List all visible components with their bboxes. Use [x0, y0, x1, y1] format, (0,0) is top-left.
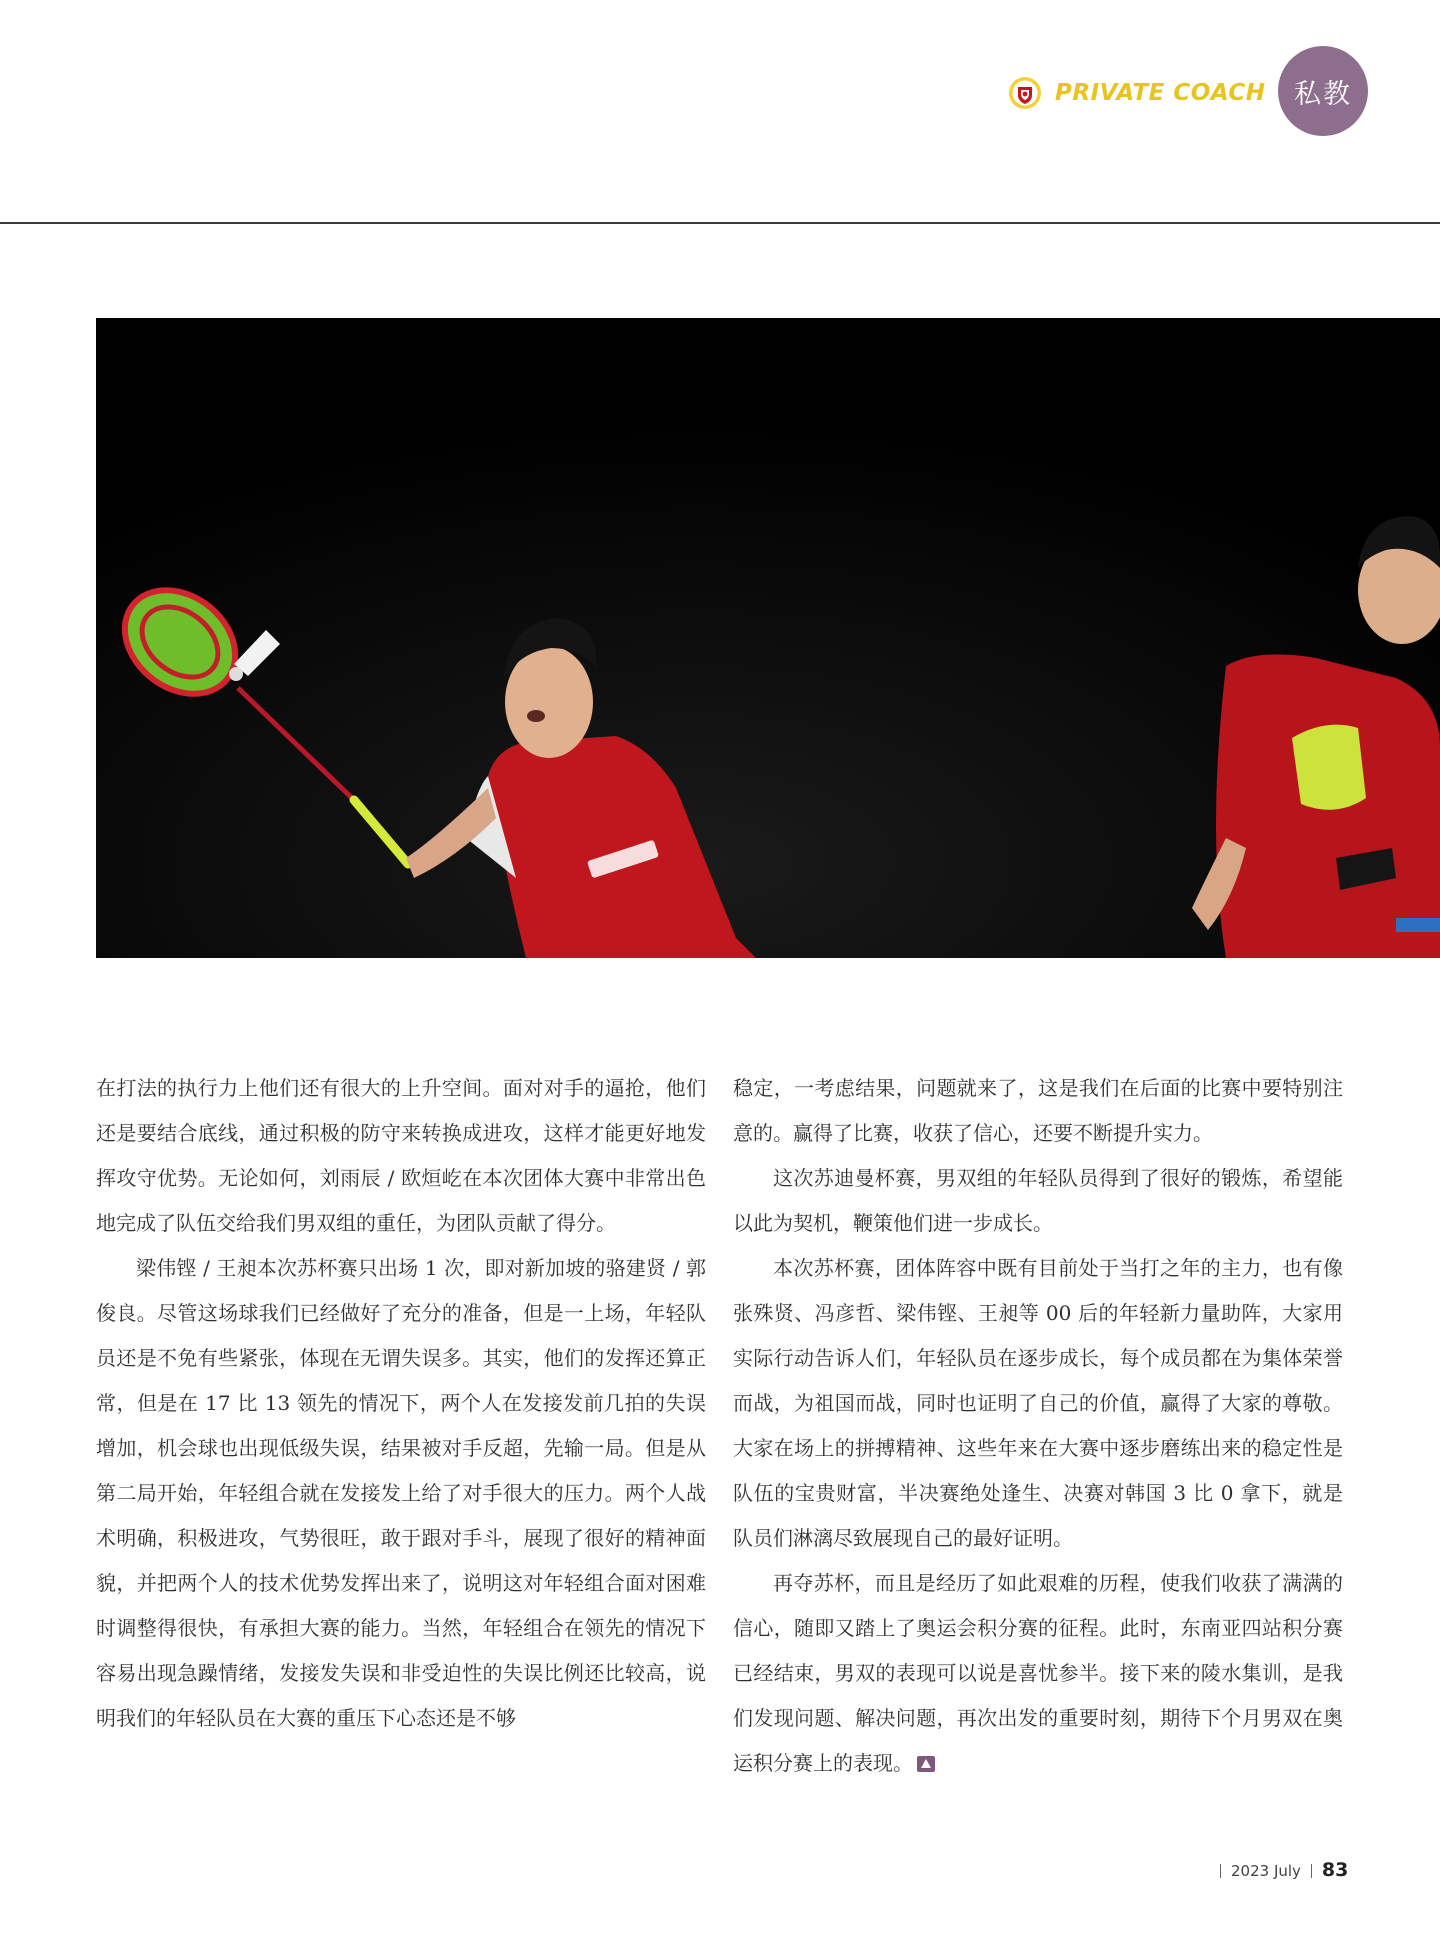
badminton-players-illustration — [96, 318, 1440, 958]
article-paragraph: 梁伟铿 / 王昶本次苏杯赛只出场 1 次，即对新加坡的骆建贤 / 郭俊良。尽管这场球我们已经做好了充分的准备，但是一上场，年轻队员还是不免有些紧张，体现在无谓失误多。其实，他们的发挥还算正常，但是在 17 比 13 领先的情况下，两个人在发接发前几拍的失误增加，机会球也出现低级失误，结果被对手反超，先输一局。但是从第二局开始，年轻组合就在发接发上给了对手很大的压力。两个人战术明确，积极进攻，气势很旺，敢于跟对手斗，展现了很好的精神面貌，并把两个人的技术优势发挥出来了，说明这对年轻组合面对困难时调整得很快，有承担大赛的能力。当然，年轻组合在领先的情况下容易出现急躁情绪，发接发失误和非受迫性的失误比例还比较高，说明我们的年轻队员在大赛的重压下心态还是不够 — [96, 1256, 706, 1730]
footer-divider — [1220, 1864, 1221, 1878]
header-divider — [0, 222, 1440, 224]
footer-divider — [1311, 1864, 1312, 1878]
article-paragraph: 稳定，一考虑结果，问题就来了，这是我们在后面的比赛中要特别注意的。赢得了比赛，收获了信心，还要不断提升实力。 — [733, 1076, 1343, 1145]
article-paragraph: 在打法的执行力上他们还有很大的上升空间。面对对手的逼抢，他们还是要结合底线，通过积极的防守来转换成进攻，这样才能更好地发挥攻守优势。无论如何，刘雨辰 / 欧烜屹在本次团体大赛中非常出色地完成了队伍交给我们男双组的重任，为团队贡献了得分。 — [96, 1076, 706, 1235]
article-column-left — [96, 1066, 706, 1741]
page-footer — [1210, 1858, 1348, 1882]
article-paragraph: 再夺苏杯，而且是经历了如此艰难的历程，使我们收获了满满的信心，随即又踏上了奥运会积分赛的征程。此时，东南亚四站积分赛已经结束，男双的表现可以说是喜忧参半。接下来的陵水集训，是我们发现问题、解决问题，再次出发的重要时刻，期待下个月男双在奥运积分赛上的表现。 — [733, 1571, 1343, 1775]
page-number: 83 — [1321, 1859, 1349, 1881]
brand-label: PRIVATE COACH — [1055, 80, 1266, 106]
section-badge: 私教 — [1278, 46, 1368, 136]
article-column-right — [733, 1066, 1343, 1786]
magazine-logo-icon — [1008, 76, 1042, 110]
article-end-icon — [917, 1756, 935, 1772]
page-header — [0, 0, 1440, 224]
article-paragraph: 本次苏杯赛，团体阵容中既有目前处于当打之年的主力，也有像张殊贤、冯彦哲、梁伟铿、王昶等 00 后的年轻新力量助阵，大家用实际行动告诉人们，年轻队员在逐步成长，每个成员都在为集体荣誉而战，为祖国而战，同时也证明了自己的价值，赢得了大家的尊敬。大家在场上的拼搏精神、这些年来在大赛中逐步磨练出来的稳定性是队伍的宝贵财富，半决赛绝处逢生、决赛对韩国 3 比 0 拿下，就是队员们淋漓尽致展现自己的最好证明。 — [733, 1256, 1343, 1550]
issue-date: 2023 July — [1231, 1862, 1301, 1880]
feature-photo — [96, 318, 1440, 958]
article-paragraph: 这次苏迪曼杯赛，男双组的年轻队员得到了很好的锻炼，希望能以此为契机，鞭策他们进一步成长。 — [733, 1166, 1343, 1235]
